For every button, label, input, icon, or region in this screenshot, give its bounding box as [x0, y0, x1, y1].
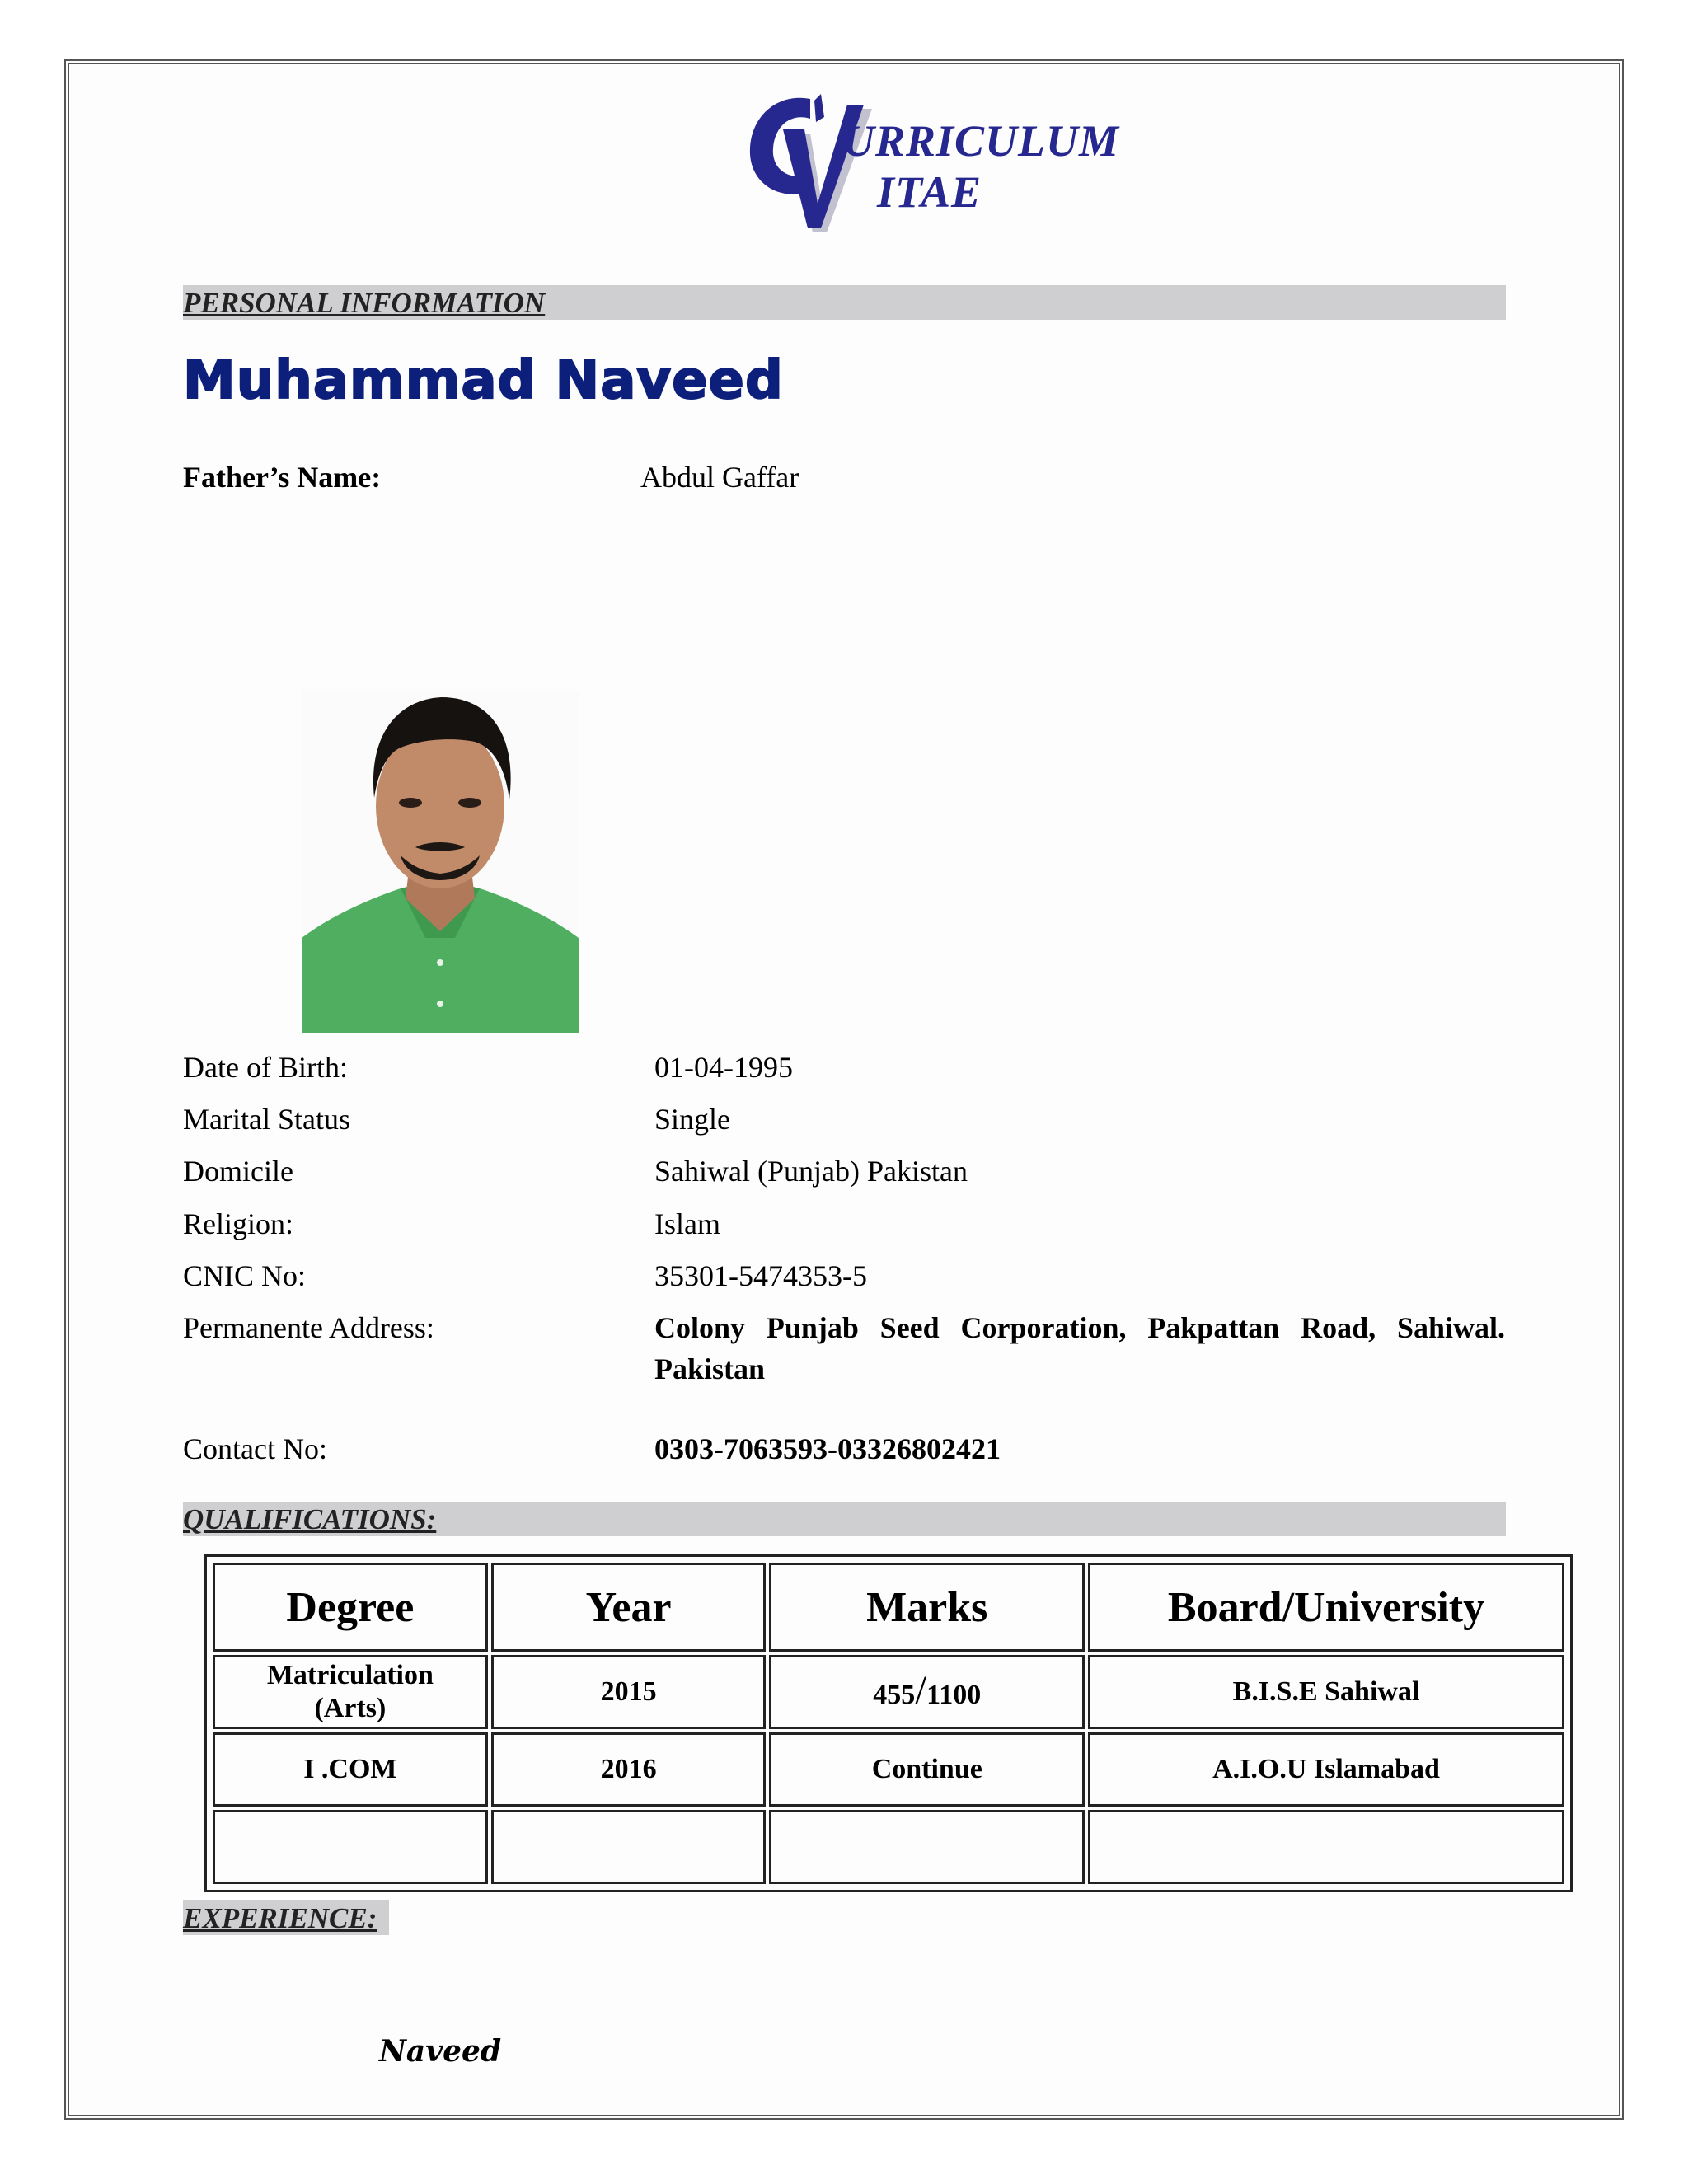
empty-cell	[1088, 1810, 1564, 1884]
board-cell: A.I.O.U Islamabad	[1088, 1732, 1564, 1807]
detail-value-religion: Islam	[654, 1207, 720, 1240]
degree-line1: Matriculation	[266, 1660, 434, 1690]
father-name-label: Father’s Name:	[183, 461, 382, 494]
detail-label-cnic: CNIC No:	[183, 1259, 307, 1292]
address-value: Colony Punjab Seed Corporation, Pakpattan Road, Sahiwal. Pakistan	[654, 1311, 1505, 1385]
empty-cell	[491, 1810, 767, 1884]
logo-text-line2: ITAE	[877, 167, 982, 217]
marks-total: 1100	[926, 1679, 982, 1710]
experience-heading: EXPERIENCE:	[183, 1902, 377, 1934]
table-header-row	[213, 1563, 1564, 1652]
table-row	[213, 1732, 1564, 1807]
address-label: Permanente Address:	[183, 1311, 434, 1344]
year-cell: 2016	[491, 1732, 767, 1807]
applicant-name: Muhammad Naveed	[183, 350, 784, 411]
signature: Naveed	[379, 2034, 502, 2069]
detail-label-dob: Date of Birth:	[183, 1051, 348, 1084]
detail-value-domicile: Sahiwal (Punjab) Pakistan	[654, 1155, 968, 1188]
degree-line2: (Arts)	[314, 1693, 387, 1723]
column-header-board: Board/University	[1088, 1563, 1564, 1652]
column-header-degree: Degree	[213, 1563, 488, 1652]
qualifications-table	[204, 1554, 1573, 1892]
detail-label-religion: Religion:	[183, 1207, 293, 1240]
detail-label-domicile: Domicile	[183, 1155, 293, 1188]
marks-obtained: 455	[873, 1679, 916, 1710]
detail-value-marital: Single	[654, 1103, 731, 1136]
qualifications-heading: QUALIFICATIONS:	[183, 1503, 437, 1535]
table-row-empty	[213, 1810, 1564, 1884]
degree-cell: I .COM	[213, 1732, 488, 1807]
experience-section-bar	[183, 1900, 389, 1935]
table-row	[213, 1655, 1564, 1729]
contact-value: 0303-7063593-03326802421	[654, 1432, 1001, 1465]
board-cell: B.I.S.E Sahiwal	[1088, 1655, 1564, 1729]
degree-cell	[213, 1655, 488, 1729]
column-header-marks: Marks	[769, 1563, 1085, 1652]
personal-info-heading: PERSONAL INFORMATION	[183, 287, 546, 319]
cv-logo	[732, 84, 1120, 241]
empty-cell	[213, 1810, 488, 1884]
logo-text-line1: URRICULUM	[842, 116, 1120, 166]
father-name-value: Abdul Gaffar	[640, 461, 799, 494]
marks-cell	[769, 1655, 1085, 1729]
qualifications-section-bar	[183, 1502, 1506, 1536]
empty-cell	[769, 1810, 1085, 1884]
profile-photo	[302, 691, 579, 1033]
marks-cell: Continue	[769, 1732, 1085, 1807]
contact-label: Contact No:	[183, 1432, 327, 1465]
detail-label-marital: Marital Status	[183, 1103, 350, 1136]
detail-value-cnic: 35301-5474353-5	[654, 1259, 867, 1292]
year-cell: 2015	[491, 1655, 767, 1729]
detail-value-dob: 01-04-1995	[654, 1051, 793, 1084]
column-header-year: Year	[491, 1563, 767, 1652]
marks-slash: /	[915, 1666, 927, 1713]
personal-info-section-bar	[183, 285, 1506, 320]
